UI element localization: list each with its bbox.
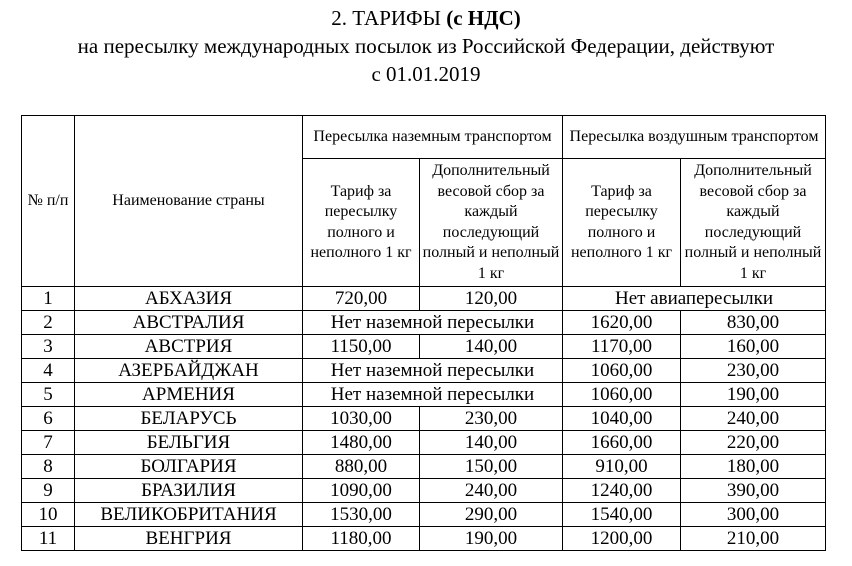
row-country: АРМЕНИЯ [75,383,303,407]
row-ground-tariff: 1090,00 [303,479,420,503]
table-row [22,503,826,527]
table-row [22,407,826,431]
row-air-tariff: 1060,00 [563,383,681,407]
table-row [22,335,826,359]
table-row [22,383,826,407]
row-air-tariff: 1040,00 [563,407,681,431]
row-ground-tariff: 1030,00 [303,407,420,431]
row-air-tariff: 1060,00 [563,359,681,383]
row-air-extra: 190,00 [681,383,826,407]
row-air-extra: 240,00 [681,407,826,431]
row-ground-extra: 240,00 [420,479,563,503]
row-country: ВЕЛИКОБРИТАНИЯ [75,503,303,527]
row-number: 11 [22,527,75,551]
document-title [0,4,852,88]
row-air-extra: 830,00 [681,311,826,335]
row-air-tariff: 910,00 [563,455,681,479]
row-air-extra: 300,00 [681,503,826,527]
row-number: 8 [22,455,75,479]
row-air-extra: 230,00 [681,359,826,383]
row-number: 5 [22,383,75,407]
row-country: БЕЛЬГИЯ [75,431,303,455]
header-ground: Пересылка наземным транспортом [303,116,563,159]
table-row [22,359,826,383]
header-row-1 [22,116,826,159]
table-row [22,287,826,311]
row-number: 9 [22,479,75,503]
row-number: 7 [22,431,75,455]
header-country: Наименование страны [75,116,303,287]
row-air-extra: 210,00 [681,527,826,551]
row-country: АБХАЗИЯ [75,287,303,311]
row-air-tariff: 1620,00 [563,311,681,335]
row-number: 2 [22,311,75,335]
row-country: БЕЛАРУСЬ [75,407,303,431]
title-vat: (с НДС) [446,6,521,30]
row-ground-note: Нет наземной пересылки [303,383,563,407]
title-line-2: на пересылку международных посылок из Российской Федерации, действуют [77,34,775,58]
row-number: 1 [22,287,75,311]
row-ground-tariff: 720,00 [303,287,420,311]
row-air-tariff: 1170,00 [563,335,681,359]
row-ground-extra: 140,00 [420,431,563,455]
row-air-extra: 180,00 [681,455,826,479]
header-air-extra: Дополнительный весовой сбор за каждый последующий полный и неполный 1 кг [681,159,826,287]
row-ground-tariff: 1530,00 [303,503,420,527]
row-number: 4 [22,359,75,383]
row-ground-note: Нет наземной пересылки [303,311,563,335]
row-air-tariff: 1660,00 [563,431,681,455]
row-number: 10 [22,503,75,527]
row-ground-extra: 150,00 [420,455,563,479]
row-country: АЗЕРБАЙДЖАН [75,359,303,383]
row-ground-tariff: 1150,00 [303,335,420,359]
table-body [22,287,826,551]
row-ground-tariff: 1180,00 [303,527,420,551]
row-number: 3 [22,335,75,359]
row-air-extra: 220,00 [681,431,826,455]
row-ground-extra: 290,00 [420,503,563,527]
table-row [22,479,826,503]
row-country: БОЛГАРИЯ [75,455,303,479]
row-air-extra: 160,00 [681,335,826,359]
row-ground-extra: 190,00 [420,527,563,551]
row-air-tariff: 1540,00 [563,503,681,527]
row-ground-extra: 140,00 [420,335,563,359]
table-row [22,311,826,335]
header-number: № п/п [22,116,75,287]
title-prefix: 2. ТАРИФЫ [331,6,447,30]
row-ground-extra: 230,00 [420,407,563,431]
row-air-extra: 390,00 [681,479,826,503]
row-air-note: Нет авиапересылки [563,287,826,311]
row-ground-tariff: 1480,00 [303,431,420,455]
table-row [22,527,826,551]
title-line-3: с 01.01.2019 [371,62,481,86]
tariffs-table [21,115,826,551]
row-country: БРАЗИЛИЯ [75,479,303,503]
row-country: АВСТРАЛИЯ [75,311,303,335]
header-ground-tariff: Тариф за пересылку полного и неполного 1 кг [303,159,420,287]
header-air: Пересылка воздушным транспортом [563,116,826,159]
row-ground-extra: 120,00 [420,287,563,311]
table-row [22,431,826,455]
row-ground-note: Нет наземной пересылки [303,359,563,383]
row-number: 6 [22,407,75,431]
header-air-tariff: Тариф за пересылку полного и неполного 1 кг [563,159,681,287]
row-country: ВЕНГРИЯ [75,527,303,551]
row-air-tariff: 1200,00 [563,527,681,551]
header-ground-extra: Дополнительный весовой сбор за каждый последующий полный и неполный 1 кг [420,159,563,287]
title-line-1 [0,4,852,32]
table-row [22,455,826,479]
row-air-tariff: 1240,00 [563,479,681,503]
row-country: АВСТРИЯ [75,335,303,359]
row-ground-tariff: 880,00 [303,455,420,479]
